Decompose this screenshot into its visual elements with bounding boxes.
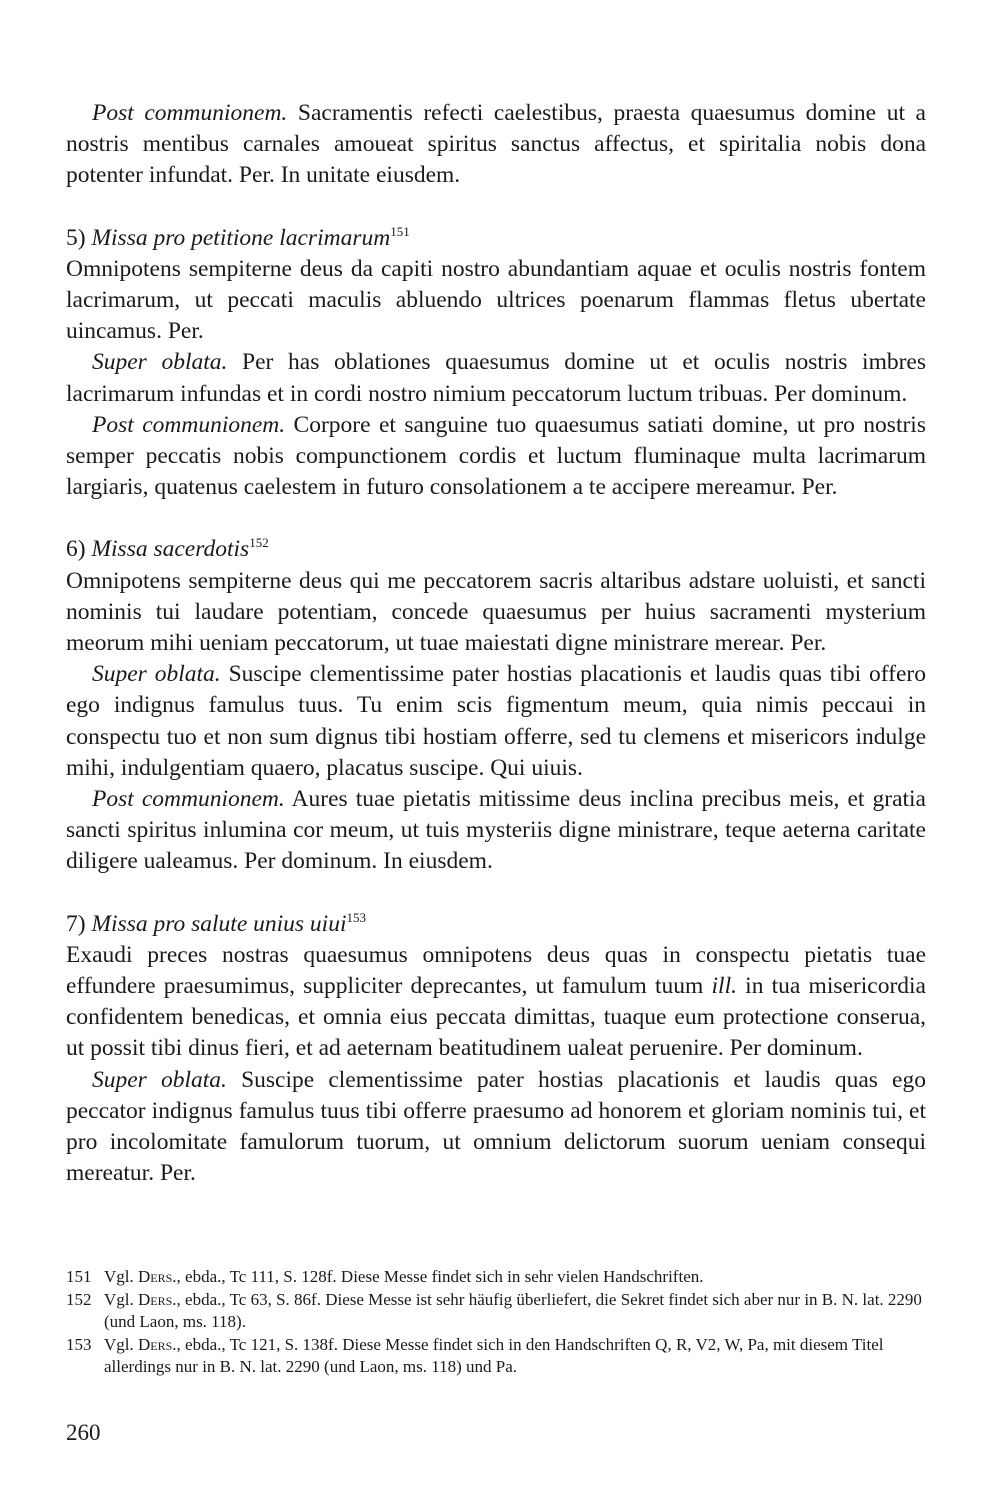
post-communionem-label: Post communionem. — [92, 100, 288, 126]
oratio-paragraph: Omnipotens sempiterne deus qui me peccatorem sacris altaribus adstare uoluisti, et sancti nominis tui laudare potentiam, concede quaesumus per huius sacramenti mysterium meorum mihi ueniam peccatorum, ut tuae maiestati digne ministrare merear. Per. — [66, 567, 926, 657]
section-number: 5) — [66, 224, 86, 251]
super-oblata-paragraph — [66, 659, 926, 784]
prev-section — [66, 98, 926, 192]
super-oblata-text: Per has oblationes quaesumus domine ut et oculis nostris imbres lacrimarum infundas et in cordi nostro nimium peccatorum luctum tribuas. Per dominum. — [66, 349, 926, 407]
footnote-number: 153 — [66, 1334, 92, 1354]
page-number: 260 — [66, 1420, 101, 1445]
post-communionem-paragraph — [66, 784, 926, 878]
footnote-prefix: Vgl. — [104, 1267, 138, 1286]
section-heading — [66, 909, 926, 940]
footnote-text — [104, 1266, 926, 1289]
oratio-ill: ill. — [711, 973, 737, 1000]
section-5 — [66, 223, 926, 504]
super-oblata-label: Super oblata. — [92, 661, 221, 688]
footnote — [66, 1289, 926, 1334]
footnote-ref: 153 — [346, 909, 366, 925]
section-7 — [66, 909, 926, 1190]
section-number: 6) — [66, 536, 86, 563]
post-communionem-label: Post communionem. — [92, 411, 286, 438]
oratio-paragraph: Omnipotens sempiterne deus da capiti nostro abundantiam aquae et oculis nostris fontem lacrimarum, ut peccati maculis abluendo ultrices poenarum flammas fletus ubertate uincamus. Per. — [66, 255, 926, 345]
section-6 — [66, 534, 926, 877]
footnote-ref: 151 — [390, 223, 410, 239]
footnote-prefix: Vgl. — [104, 1334, 138, 1354]
footnote-ref: 152 — [249, 535, 269, 551]
super-oblata-label: Super oblata. — [92, 349, 228, 376]
super-oblata-paragraph — [66, 347, 926, 409]
oratio-text-before: Exaudi preces nostras quaesumus omnipotens deus quas in conspectu pietatis tuae effundere praesumimus, suppliciter deprecantes, ut famulum tuum — [66, 941, 926, 1000]
footnote-number: 152 — [66, 1289, 92, 1309]
footnote-author: Ders. — [138, 1289, 177, 1309]
footnote-body: , ebda., Tc 111, S. 128f. Diese Messe findet sich in sehr vielen Handschriften. — [176, 1267, 704, 1286]
footnote-text — [104, 1334, 926, 1379]
super-oblata-text: Suscipe clementissime pater hostias placationis et laudis quas ego peccator indignus famulus tuus tibi offerre praesumo ad honorem et gloriam nominis tui, et pro incolomitate famulorum tuorum, ut omnium delictorum suorum ueniam consequi mereatur. Per. — [66, 1066, 926, 1187]
main-text — [66, 98, 926, 1190]
footnote — [66, 1266, 926, 1289]
section-title: Missa sacerdotis — [91, 536, 250, 563]
footnote-author: Ders. — [138, 1267, 177, 1286]
oratio-paragraph — [66, 940, 926, 1065]
section-title: Missa pro salute unius uiui — [91, 910, 347, 937]
oratio-text-after: in tua misericordia confidentem benedicas, et omnia eius peccata dimittas, tuaque eum protectione conserua, ut possit tibi dinus fieri, et ad aeternam beatitudinem ualeat peruenire. Per dominum. — [66, 973, 926, 1062]
post-communionem-text: Sacramentis refecti caelestibus, praesta quaesumus domine ut a nostris mentibus carnales amoueat spiritus sanctus affectus, et spiritalia nobis dona potenter infundat. Per. In unitate eiusdem. — [66, 100, 926, 189]
super-oblata-paragraph — [66, 1065, 926, 1190]
footnote-number: 151 — [66, 1267, 92, 1286]
section-heading — [66, 223, 926, 254]
footnote-prefix: Vgl. — [104, 1289, 138, 1309]
section-heading — [66, 534, 926, 565]
footnote-body: , ebda., Tc 63, S. 86f. Diese Messe ist sehr häufig überliefert, die Sekret findet sich aber nur in B. N. lat. 2290 (und Laon, ms. 118). — [104, 1289, 922, 1331]
footnote — [66, 1334, 926, 1379]
post-communionem-text: Aures tuae pietatis mitissime deus inclina precibus meis, et gratia sancti spiritus inlumina cor meum, ut tuis mysteriis digne ministrare, teque aeterna caritate diligere ualeamus. Per dominum. In eiusdem. — [66, 786, 926, 875]
section-title: Missa pro petitione lacrimarum — [91, 224, 391, 251]
post-communionem-text: Corpore et sanguine tuo quaesumus satiati domine, ut pro nostris semper peccatis nobis compunctionem cordis et luctum fluminaque multa lacrimarum largiaris, quatenus caelestem in futuro consolationem a te accipere mereamur. Per. — [66, 411, 926, 501]
footnotes — [66, 1266, 926, 1379]
post-communionem-paragraph — [66, 98, 926, 192]
post-communionem-label: Post communionem. — [92, 786, 285, 813]
footnote-author: Ders. — [138, 1334, 177, 1354]
footnote-body: , ebda., Tc 121, S. 138f. Diese Messe findet sich in den Handschriften Q, R, V2, W, Pa, mit diesem Titel allerdings nur in B. N. lat. 2290 (und Laon, ms. 118) und Pa. — [104, 1334, 884, 1376]
footnote-text — [104, 1289, 926, 1334]
super-oblata-text: Suscipe clementissime pater hostias placationis et laudis quas tibi offero ego indignus famulus tuus. Tu enim scis figmentum meum, quia nimis peccaui in conspectu tuo et non sum dignus tibi hostiam offerre, sed tu clemens et misericors indulge mihi, indulgentiam quaero, placatus suscipe. Qui uiuis. — [66, 661, 926, 781]
super-oblata-label: Super oblata. — [92, 1066, 227, 1093]
section-number: 7) — [66, 910, 86, 937]
post-communionem-paragraph — [66, 410, 926, 504]
